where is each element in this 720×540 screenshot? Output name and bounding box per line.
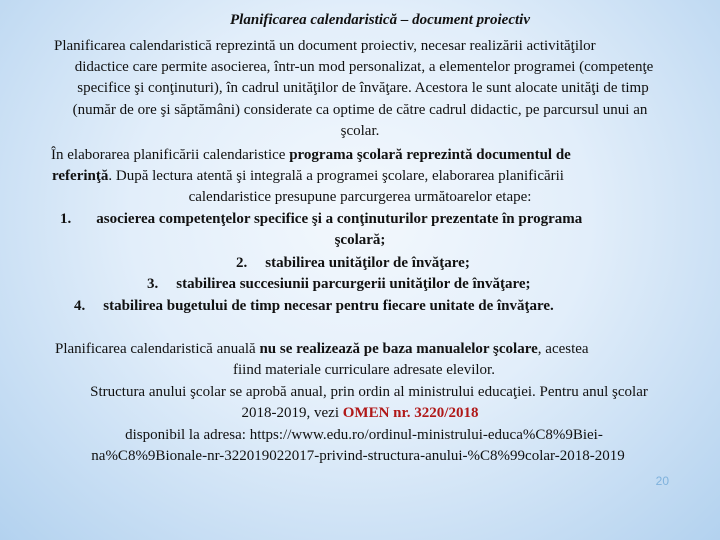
paragraph-1-line-2: didactice care permite asocierea, într-un mod personalizat, a elementelor programei (competenţe xyxy=(74,59,654,75)
paragraph-3-line-2: fiind materiale curriculare adresate elevilor. xyxy=(233,362,495,378)
step-3-number: 3. xyxy=(147,276,159,292)
step-1-text: asocierea competenţelor specifice şi a conţinuturilor prezentate în programa xyxy=(96,211,583,227)
paragraph-2-line-3: calendaristice presupune parcurgerea următoarelor etape: xyxy=(188,189,532,205)
step-1-continuation: şcolară; xyxy=(334,232,386,248)
slide-title: Planificarea calendaristică – document proiectiv xyxy=(230,12,530,28)
paragraph-2-line-1 xyxy=(51,145,716,166)
paragraph-2-line-1-text: În elaborarea planificării calendaristice xyxy=(51,147,290,163)
step-1 xyxy=(60,209,700,230)
paragraph-4-line-1: Structura anului şcolar se aprobă anual, prin ordin al ministrului educaţiei. Pentru anul şcolar xyxy=(90,384,648,400)
manuale-highlight: nu se realizează pe baza manualelor şcolare xyxy=(259,341,538,357)
paragraph-4-line-3: disponibil la adresa: https://www.edu.ro/ordinul-ministrului-educa%C8%9Biei- xyxy=(125,427,603,443)
paragraph-3-text-a: Planificarea calendaristică anuală xyxy=(55,341,260,357)
page-number: 20 xyxy=(655,474,669,488)
paragraph-2-line-2-text: . După lectura atentă şi integrală a programei şcolare, elaborarea planificării xyxy=(108,168,564,184)
step-2-number: 2. xyxy=(236,255,248,271)
step-2 xyxy=(236,253,636,274)
step-2-text: stabilirea unităţilor de învăţare; xyxy=(265,255,470,271)
paragraph-1-line-5: şcolar. xyxy=(340,123,380,139)
step-4 xyxy=(74,296,694,317)
paragraph-1-line-1: Planificarea calendaristică reprezintă un document proiectiv, necesar realizării activităţilor xyxy=(54,38,596,54)
paragraph-3-line-1 xyxy=(55,339,715,360)
paragraph-2-line-2 xyxy=(52,166,712,187)
paragraph-3-text-c: , acestea xyxy=(537,341,589,357)
paragraph-4-line-2 xyxy=(0,403,720,424)
paragraph-4-text: 2018-2019, vezi xyxy=(241,405,343,421)
omen-reference: OMEN nr. 3220/2018 xyxy=(342,405,479,421)
step-4-number: 4. xyxy=(74,298,86,314)
step-1-number: 1. xyxy=(60,211,72,227)
paragraph-1-line-3: specifice şi conţinuturi), în cadrul unităţilor de învăţare. Acestora le sunt alocate unităţi de timp xyxy=(77,80,649,96)
referinta-highlight: referinţă xyxy=(52,168,109,184)
paragraph-1-line-4: (număr de ore şi săptămâni) considerate ca optime de către cadrul didactic, pe parcursul unui an xyxy=(72,102,648,118)
step-3-text: stabilirea succesiunii parcurgerii unităţilor de învăţare; xyxy=(176,276,531,292)
step-3 xyxy=(147,274,667,295)
step-4-text: stabilirea bugetului de timp necesar pentru fiecare unitate de învăţare. xyxy=(103,298,554,314)
url-link[interactable]: na%C8%9Bionale-nr-322019022017-privind-structura-anului-%C8%99colar-2018-2019 xyxy=(91,448,625,464)
programa-highlight: programa şcolară reprezintă documentul de xyxy=(289,147,571,163)
